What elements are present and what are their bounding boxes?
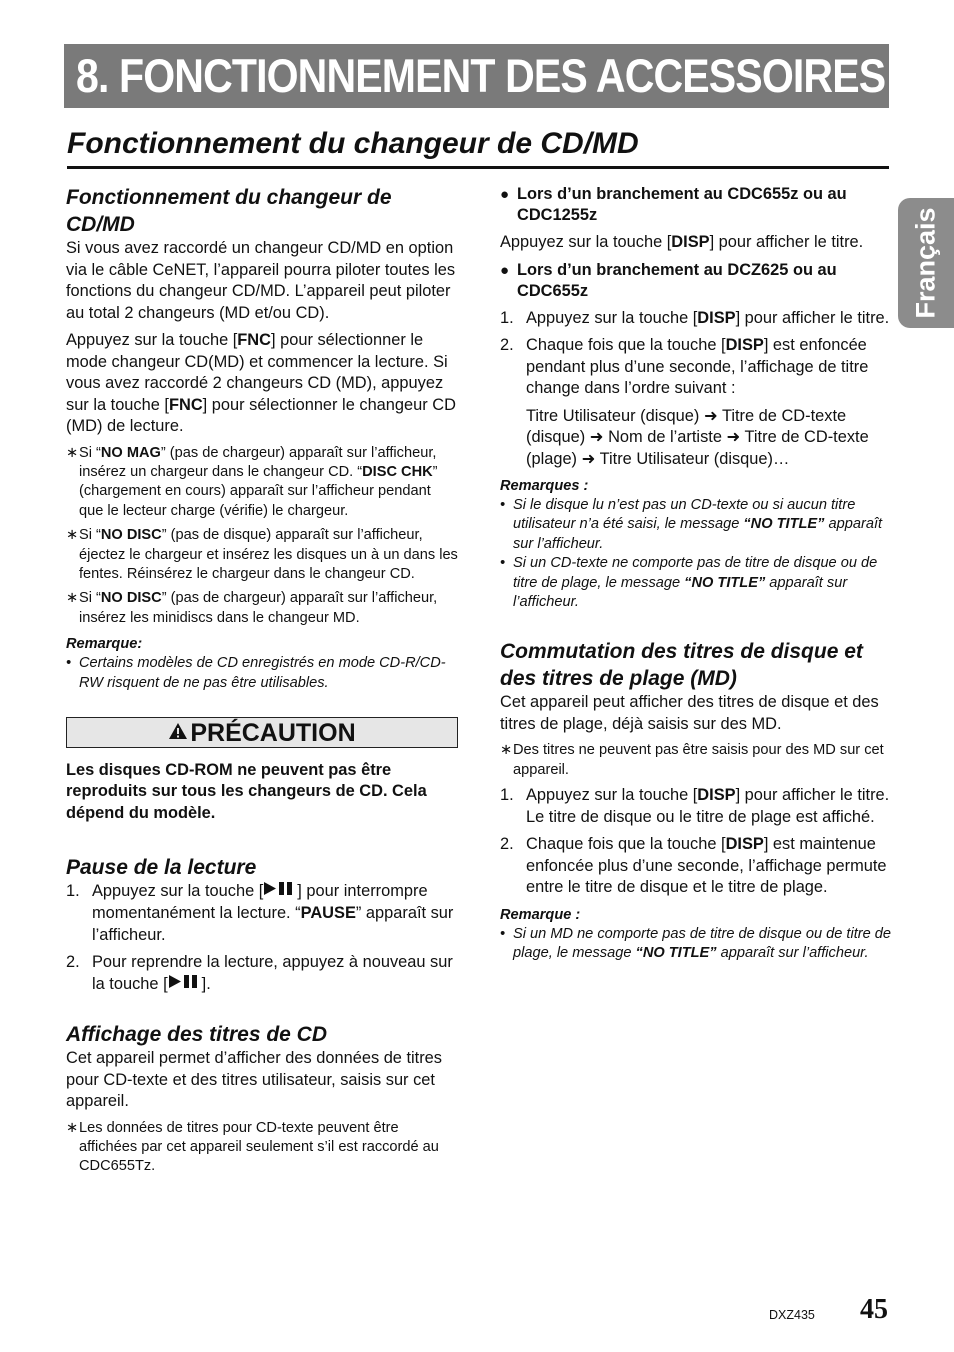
remarks-title: Remarques :: [500, 478, 589, 494]
remark-no-title-2: • Si un CD-texte ne comporte pas de titre de disque ou de titre de plage, le message “NO TITLE” apparaît sur l’afficheur.: [500, 555, 878, 611]
language-tab: [898, 198, 954, 328]
filled-circle-bullet-icon: ●: [500, 261, 510, 279]
cdc655z-paragraph: Appuyez sur la touche [DISP] pour afficher le titre.: [500, 233, 864, 251]
language-tab-label: Français: [910, 207, 941, 319]
chapter-title-banner: [64, 44, 889, 108]
remark-no-title-1: • Si le disque lu n’est pas un CD-texte ou si aucun titre utilisateur n’a été saisi, le message “NO TITLE” apparaît sur l’afficheur.: [500, 497, 883, 552]
warning-triangle-icon: [168, 717, 188, 747]
asterisk-icon: ∗: [66, 590, 79, 607]
md-titles-paragraph: Cet appareil peut afficher des titres de disque et des titres de plage, déjà saisis sur des MD.: [500, 693, 879, 733]
cd-titles-paragraph: Cet appareil permet d’afficher des données de titres pour CD-texte et des titres utilisateur, saisis sur cet appareil.: [66, 1049, 442, 1111]
fnc-paragraph: Appuyez sur la touche [FNC] pour sélectionner le mode changeur CD(MD) et commencer la lecture. Si vous avez raccordé 2 changeurs CD (MD), appuyez sur la touche [FNC] pour sélectionner le changeur CD (MD) de lecture.: [66, 331, 456, 435]
asterisk-icon: ∗: [66, 527, 79, 544]
heading-md-titles: Commutation des titres de disque et des titres de plage (MD): [500, 640, 863, 691]
left-column: [66, 184, 458, 1182]
page-number: 45: [860, 1294, 888, 1325]
filled-circle-bullet-icon: ●: [500, 186, 510, 203]
asterisk-icon: ∗: [500, 742, 513, 759]
dcz-step-2: 2. Chaque fois que la touche [DISP] est enfoncée pendant plus d’une seconde, l’affichage de titre change dans l’ordre suivant :: [500, 336, 869, 397]
play-pause-icon: [263, 880, 297, 902]
arrow-right-icon: ➜: [589, 428, 604, 446]
fnc-key: FNC: [168, 395, 203, 414]
caution-text: Les disques CD-ROM ne peuvent pas être reproduits sur tous les changeurs de CD. Cela dépend du modèle.: [66, 760, 427, 822]
note-cd-text: ∗ Les données de titres pour CD-texte peuvent être affichées par cet appareil seulement s’il est raccordé au CDC655Tz.: [66, 1119, 439, 1175]
pause-step-2: 2. Pour reprendre la lecture, appuyez à nouveau sur la touche [ ].: [66, 953, 453, 993]
section-title: Fonctionnement du changeur de CD/MD: [67, 124, 889, 169]
fnc-key: FNC: [237, 331, 271, 349]
heading-pause: Pause de la lecture: [66, 856, 257, 880]
right-column: [500, 184, 892, 964]
note-no-disc-cd: ∗ Si “NO DISC” (pas de disque) apparaît sur l’afficheur, éjectez le chargeur et insérez les disques un à un dans les fentes. Réinsérez le chargeur dans le changeur CD.: [66, 527, 458, 582]
arrow-right-icon: ➜: [703, 406, 718, 425]
remark-md-no-title: • Si un MD ne comporte pas de titre de disque ou de titre de plage, le message “NO TITLE” apparaît sur l’afficheur.: [500, 925, 892, 962]
play-pause-icon: [168, 973, 202, 995]
heading-cdc655z: ● Lors d’un branchement au CDC655z ou au CDC1255z: [500, 185, 847, 224]
intro-paragraph: Si vous avez raccordé un changeur CD/MD en option via le câble CeNET, l’appareil pourra piloter toutes les fonctions du changeur CD/MD. L’appareil peut piloter au total 2 changeurs (MD et/ou CD).: [66, 239, 456, 322]
title-sequence: Titre Utilisateur (disque) ➜ Titre de CD-texte (disque) ➜ Nom de l’artiste ➜ Titre de CD-texte (plage) ➜ Titre Utilisateur (disque)…: [526, 406, 869, 468]
md-step-1: 1. Appuyez sur la touche [DISP] pour afficher le titre. Le titre de disque ou le titre de plage est affiché.: [500, 786, 890, 826]
remark-cdr: • Certains modèles de CD enregistrés en mode CD-R/CD-RW risquent de ne pas être utilisables.: [66, 655, 446, 691]
asterisk-icon: ∗: [66, 1119, 79, 1136]
model-number: DXZ435: [769, 1308, 815, 1322]
remark-md-title: Remarque :: [500, 906, 581, 923]
pause-step-1: 1. Appuyez sur la touche [ ] pour interrompre momentanément la lecture. “PAUSE” apparaît sur l’afficheur.: [66, 882, 454, 944]
heading-cd-titles: Affichage des titres de CD: [66, 1023, 328, 1047]
note-no-disc-md: ∗ Si “NO DISC” (pas de chargeur) apparaît sur l’afficheur, insérez les minidiscs dans le changeur MD.: [66, 590, 438, 626]
md-step-2: 2. Chaque fois que la touche [DISP] est maintenue enfoncée plus d’une seconde, l’affichage permute entre le titre de disque et le titre de plage.: [500, 835, 887, 897]
note-no-mag: ∗ Si “NO MAG” (pas de chargeur) apparaît sur l’afficheur, insérez un chargeur dans le changeur CD. “DISC CHK” (chargement en cours) apparaît sur l’afficheur pendant que le lecteur charge (vérifie) le chargeur.: [66, 444, 438, 519]
caution-box: [66, 717, 458, 748]
caution-label: PRÉCAUTION: [190, 718, 356, 747]
heading-changer-operation: Fonctionnement du changeur de CD/MD: [66, 186, 392, 236]
note-md-titles: ∗ Des titres ne peuvent pas être saisis pour des MD sur cet appareil.: [500, 742, 884, 778]
heading-dcz625: ● Lors d’un branchement au DCZ625 ou au CDC655z: [500, 260, 837, 300]
chapter-title: 8. FONCTIONNEMENT DES ACCESSOIRES: [76, 49, 886, 102]
arrow-right-icon: ➜: [726, 428, 741, 446]
arrow-right-icon: ➜: [581, 449, 596, 468]
remark-title: Remarque:: [66, 636, 143, 653]
dcz-step-1: 1. Appuyez sur la touche [DISP] pour afficher le titre.: [500, 308, 890, 327]
asterisk-icon: ∗: [66, 444, 79, 461]
